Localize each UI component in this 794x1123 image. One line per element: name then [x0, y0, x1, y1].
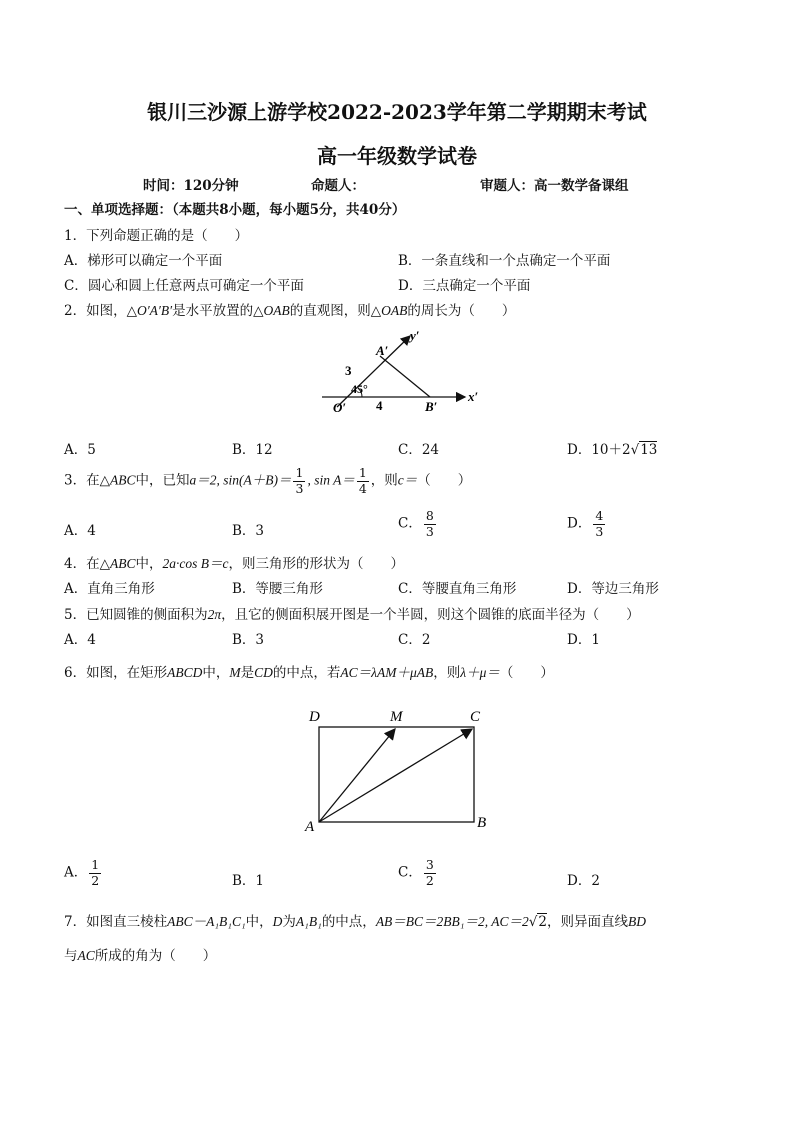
question-3-option-c	[398, 510, 438, 538]
label-x: x′	[468, 389, 479, 404]
q7-condition: AB＝BC＝2BB₁＝2, AC＝2	[375, 914, 529, 929]
q7-line2-end: 所成的角为（ ）	[94, 948, 217, 964]
exam-subtitle: 高一年级数学试卷	[317, 144, 477, 168]
label-y: y′	[410, 328, 420, 343]
q3-fraction-1	[293, 467, 305, 495]
q2-triangle-prime: △O′A′B′	[126, 303, 173, 318]
question-7-stem-line-2	[64, 944, 216, 964]
q7-mid2: 为	[282, 914, 296, 930]
q6-c-fraction	[424, 859, 436, 887]
label-b: B	[477, 815, 487, 831]
q3-c-fraction	[424, 510, 436, 538]
q4-mid: 中，	[135, 556, 163, 572]
q5-pre: 5．已知圆锥的侧面积为	[64, 607, 208, 623]
q6-mid1: 中，	[202, 665, 230, 681]
q3-f1-den: 3	[295, 480, 304, 496]
q2-d-radicand: 13	[640, 442, 658, 458]
question-4-option-a: A．直角三角形	[64, 581, 155, 597]
question-4-option-c: C．等腰直角三角形	[398, 581, 517, 597]
q2-triangle-oab-2: △OAB	[370, 303, 408, 318]
label-a: A′	[376, 343, 389, 358]
q4-num: 4．在	[64, 556, 100, 572]
q3-triangle: △ABC	[99, 472, 136, 488]
q6-a-fraction	[89, 859, 101, 887]
question-3-stem	[64, 467, 471, 495]
question-2-option-a: A．5	[64, 442, 96, 458]
question-3-option-d	[567, 510, 607, 538]
vector-am	[319, 729, 395, 822]
q6-cd: CD	[254, 665, 273, 680]
q6-rect: ABCD	[167, 665, 203, 680]
question-2-stem	[64, 299, 515, 319]
question-6-option-b: B．1	[232, 873, 265, 889]
q6-c-num: 3	[425, 857, 434, 872]
q7-mid3: 的中点，	[321, 914, 376, 930]
label-c: C	[470, 709, 481, 725]
question-2-option-d: D．10＋2√13	[567, 442, 658, 458]
q2-triangle-oab: △OAB	[253, 303, 290, 318]
question-5-stem	[64, 603, 640, 623]
q6-a-den: 2	[91, 872, 100, 888]
q3-d-prefix: D．	[567, 515, 592, 532]
q3-f1-num: 1	[295, 465, 304, 480]
label-b: B′	[425, 399, 438, 414]
q7-segment: A₁B₁	[295, 914, 322, 929]
q7-mid1: 中，	[245, 914, 273, 930]
q7-end: ，则异面直线	[546, 914, 628, 930]
q6-a-prefix: A．	[64, 864, 88, 881]
q3-f2-num: 1	[358, 465, 367, 480]
q7-line2-pre: 与	[64, 948, 78, 964]
q6-mid4: ，则	[433, 665, 461, 681]
q6-mid2: 是	[240, 665, 255, 681]
question-1-option-b: B．一条直线和一个点确定一个平面	[398, 253, 611, 269]
question-5-option-d: D．1	[567, 632, 600, 648]
q3-c-num: 8	[425, 508, 434, 523]
exam-title: 银川三沙源上游学校2022-2023学年第二学期期末考试	[147, 100, 647, 124]
q2-d-prefix: D．10＋2	[567, 442, 631, 458]
q3-cond2: , sin A＝	[307, 472, 355, 488]
question-1-option-d: D．三点确定一个平面	[398, 278, 531, 294]
question-2-option-c: C．24	[398, 442, 440, 458]
q7-bd: BD	[627, 914, 646, 929]
q3-mid: 中，已知	[135, 472, 190, 489]
q3-end: （ ）	[417, 472, 472, 489]
q5-end: ，且它的侧面积展开图是一个半圆，则这个圆锥的底面半径为（ ）	[221, 607, 640, 623]
segment-a-b	[380, 356, 430, 397]
q4-end: ，则三角形的形状为（ ）	[228, 556, 404, 572]
q2-text-c: 的周长为（ ）	[407, 303, 516, 319]
q6-m: M	[229, 665, 241, 680]
q3-then: ，则	[370, 472, 398, 489]
q3-f2-den: 4	[358, 480, 367, 496]
q3-c: c＝	[397, 472, 418, 488]
question-4-option-b: B．等腰三角形	[232, 581, 323, 597]
question-5-option-c: C．2	[398, 632, 431, 648]
q7-prism: ABC－A₁B₁C₁	[167, 914, 246, 929]
q2-num: 2．如图，	[64, 303, 127, 319]
question-3-option-a: A．4	[64, 523, 96, 539]
vector-ac	[319, 729, 472, 822]
q7-ac: AC	[77, 948, 95, 963]
label-length-3: 3	[345, 363, 352, 378]
q6-end: （ ）	[499, 665, 554, 681]
question-1-stem: 1．下列命题正确的是（ ）	[64, 228, 249, 244]
q6-mid3: 的中点，若	[272, 665, 341, 681]
section-heading: 一、单项选择题：（本题共8小题，每小题5分，共40分）	[64, 202, 406, 218]
q3-num: 3．在	[64, 472, 100, 489]
question-6-option-a	[64, 859, 103, 887]
q3-d-num: 4	[595, 508, 604, 523]
question-5-option-a: A．4	[64, 632, 96, 648]
label-angle: 45°	[351, 382, 368, 396]
q7-d: D	[272, 914, 283, 929]
q3-d-den: 3	[595, 523, 604, 539]
question-6-stem	[64, 661, 554, 681]
label-o: O′	[333, 400, 347, 415]
q5-value: 2π	[207, 607, 222, 622]
exam-setter: 命题人：	[311, 178, 365, 194]
q3-d-fraction	[593, 510, 605, 538]
q7-radicand: 2	[538, 914, 547, 930]
question-2-figure	[310, 320, 490, 420]
question-2-option-b: B．12	[232, 442, 273, 458]
q7-pre: 7．如图直三棱柱	[64, 914, 168, 930]
label-a: A	[305, 819, 315, 835]
exam-reviewer: 审题人：高一数学备课组	[480, 178, 629, 194]
question-1-option-c: C．圆心和圆上任意两点可确定一个平面	[64, 278, 304, 294]
q2-text-b: 的直观图，则	[289, 303, 371, 319]
question-4-stem	[64, 552, 404, 572]
question-4-option-d: D．等边三角形	[567, 581, 659, 597]
question-5-option-b: B．3	[232, 632, 265, 648]
q6-c-den: 2	[425, 872, 434, 888]
q6-c-prefix: C．	[398, 864, 422, 881]
q6-ask: λ＋μ＝	[460, 665, 500, 680]
q6-a-num: 1	[91, 857, 100, 872]
question-3-option-b: B．3	[232, 523, 265, 539]
exam-time: 时间：120分钟	[143, 178, 239, 194]
q3-fraction-2	[357, 467, 369, 495]
label-m: M	[390, 709, 403, 725]
question-1-option-a: A．梯形可以确定一个平面	[64, 253, 223, 269]
label-d: D	[309, 709, 320, 725]
q6-vector-equation: AC＝λAM＋μAB	[340, 665, 434, 680]
q6-pre: 6．如图，在矩形	[64, 665, 168, 681]
q2-text-a: 是水平放置的	[172, 303, 254, 319]
q3-c-den: 3	[425, 523, 434, 539]
q4-equation: 2a·cos B＝c	[162, 556, 229, 571]
q3-c-prefix: C．	[398, 515, 422, 532]
label-length-4: 4	[376, 398, 383, 413]
q4-triangle: △ABC	[99, 556, 136, 571]
question-6-option-d: D．2	[567, 873, 600, 889]
question-6-option-c	[398, 859, 438, 887]
q3-cond1: a＝2, sin(A＋B)＝	[189, 472, 292, 488]
question-6-figure	[295, 700, 505, 840]
question-7-stem-line-1: 7．如图直三棱柱ABC－A₁B₁C₁中，D为A₁B₁的中点，AB＝BC＝2BB₁＝2, AC＝2√2，则异面直线BD	[64, 914, 646, 930]
